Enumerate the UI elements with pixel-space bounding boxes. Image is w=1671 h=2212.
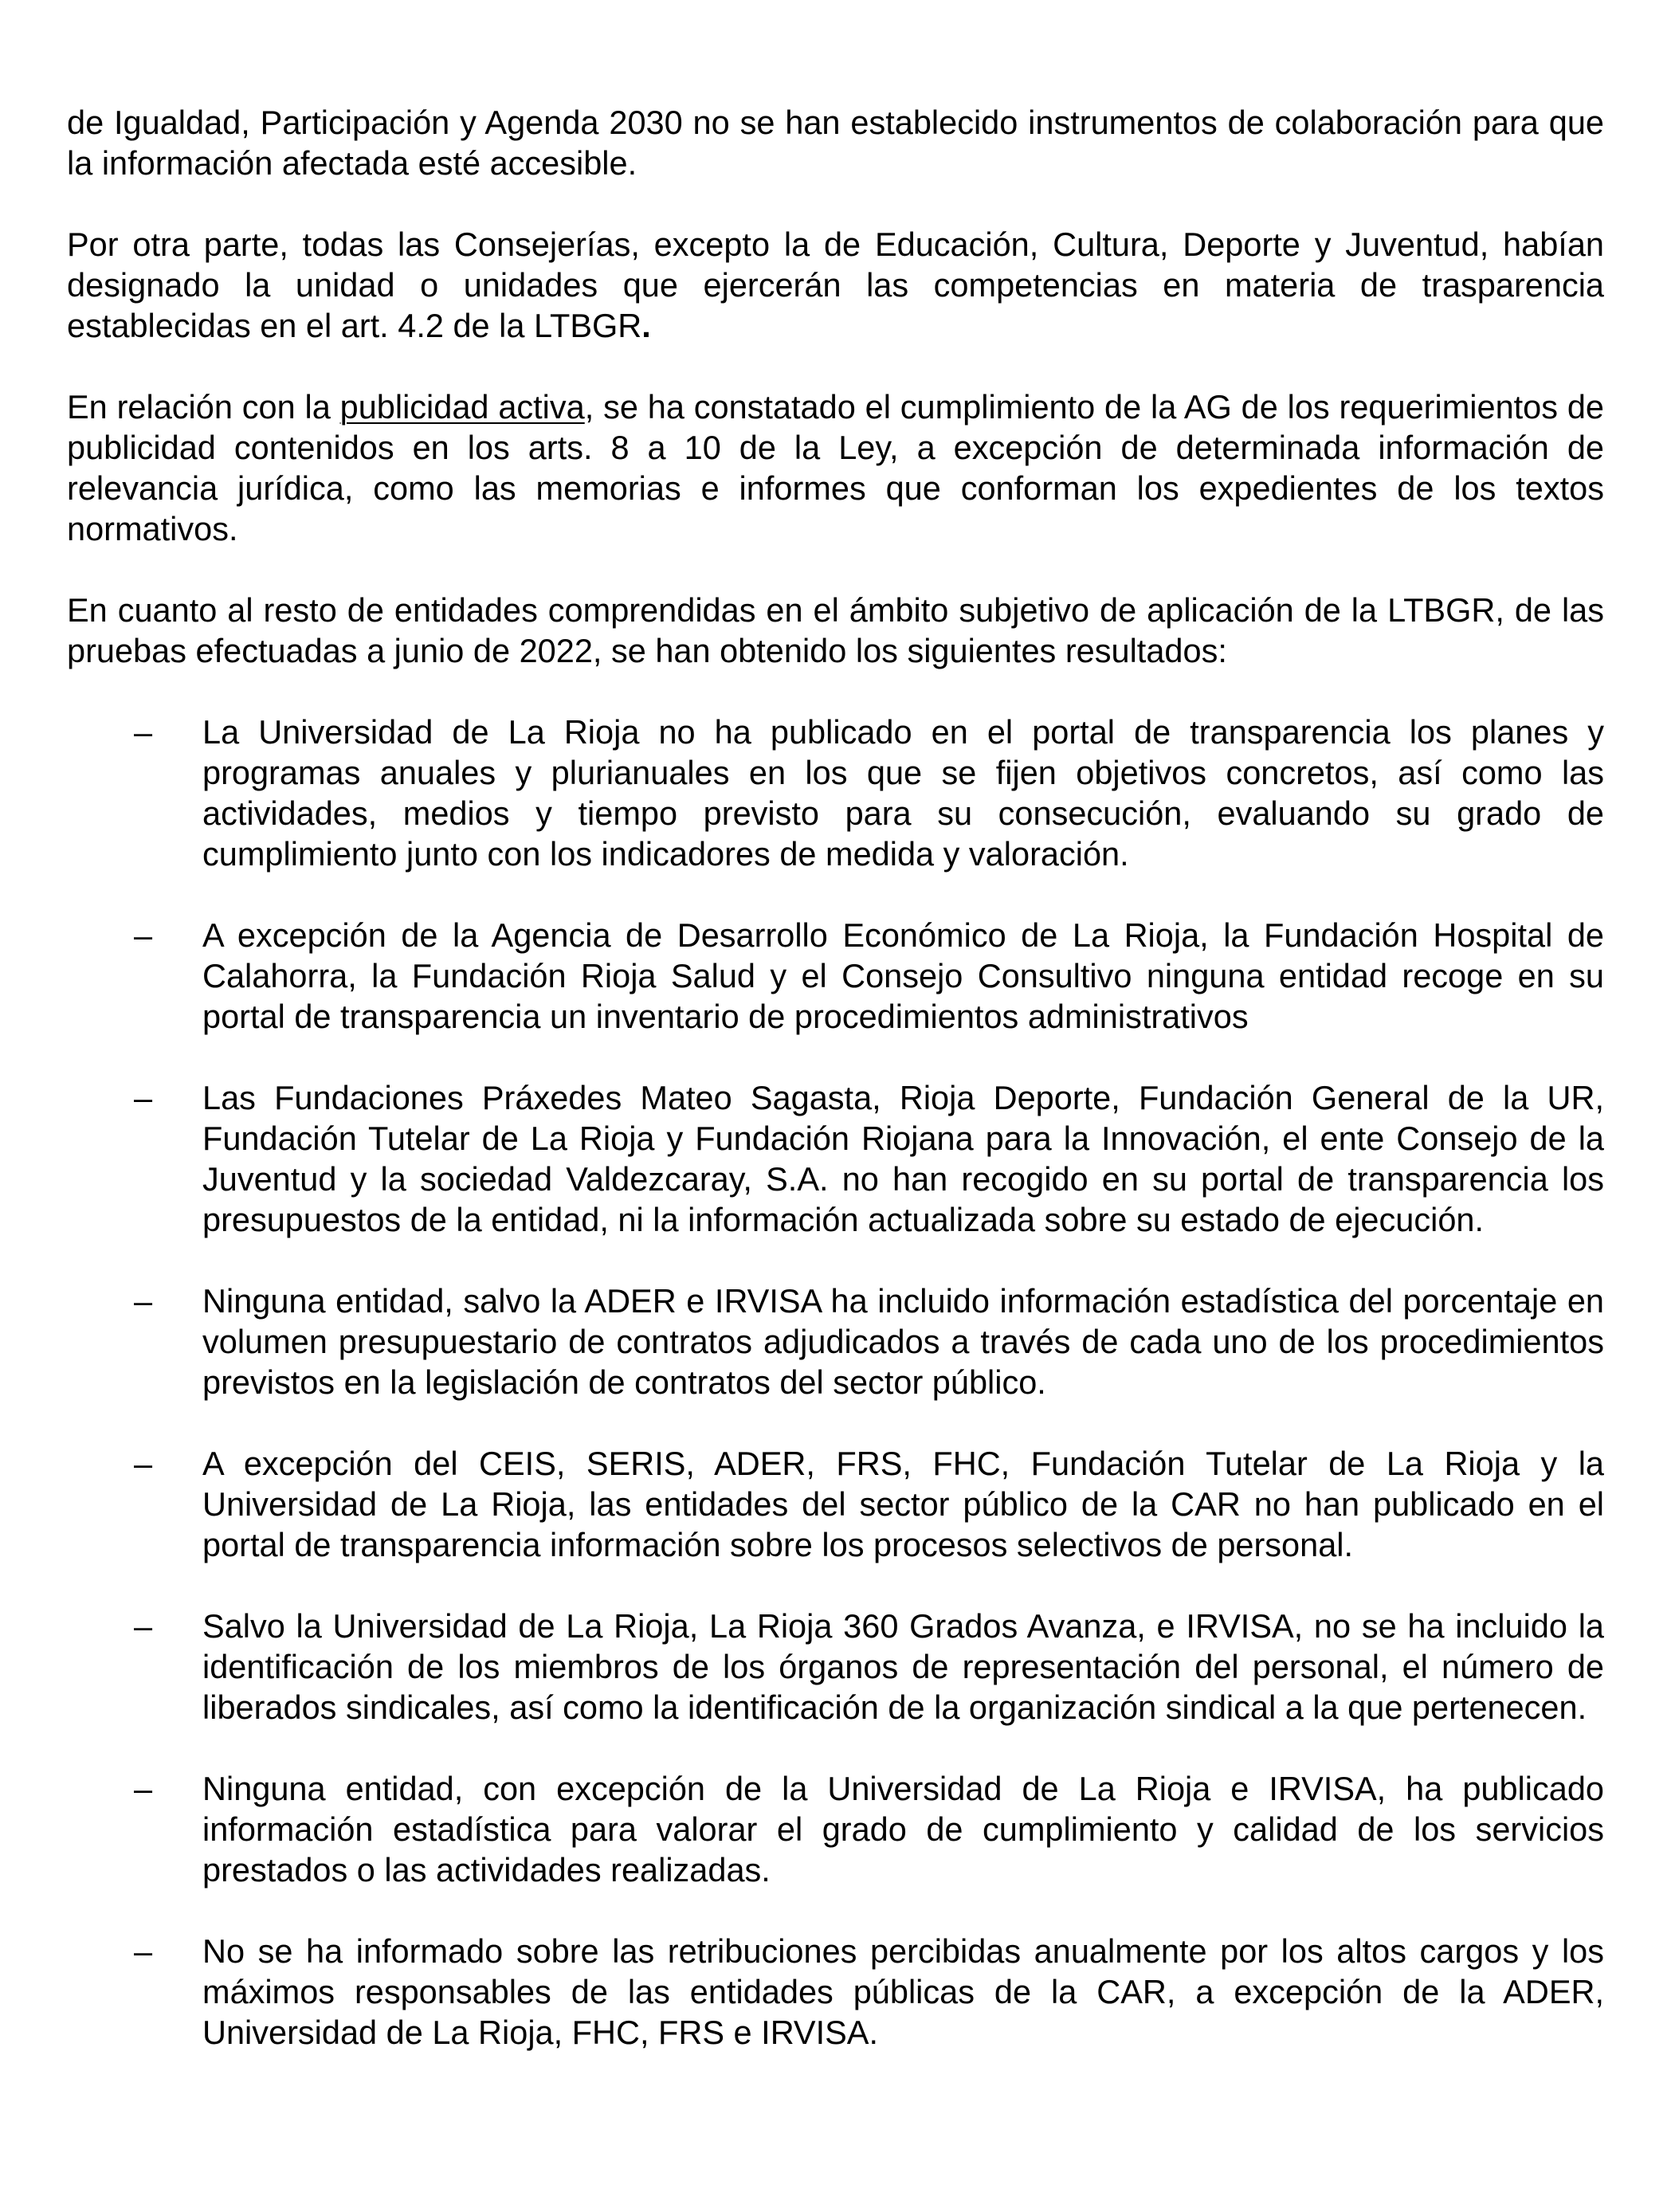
paragraph-consejerias <box>67 224 1604 346</box>
list-item <box>67 1281 1604 1402</box>
dash-bullet: – <box>134 1445 153 1482</box>
dash-bullet: – <box>134 1607 153 1645</box>
list-item <box>67 1443 1604 1565</box>
dash-bullet: – <box>134 713 153 751</box>
list-item-text: La Universidad de La Rioja no ha publicado en el portal de transparencia los planes y programas anuales y plurianuales en los que se fijen objetivos concretos, así como las actividades, medios y tiempo previsto para su consecución, evaluando su grado de cumplimiento junto con los indicadores de medida y valoración. <box>202 713 1604 873</box>
paragraph-publicidad-before: En relación con la <box>67 388 340 426</box>
results-list <box>67 712 1604 2053</box>
list-item-text: Las Fundaciones Práxedes Mateo Sagasta, Rioja Deporte, Fundación General de la UR, Fundación Tutelar de La Rioja y Fundación Riojana para la Innovación, el ente Consejo de la Juventud y la sociedad Valdezcaray, S.A. no han recogido en su portal de transparencia los presupuestos de la entidad, ni la información actualizada sobre su estado de ejecución. <box>202 1079 1604 1238</box>
list-item <box>67 1606 1604 1728</box>
list-item-text: A excepción del CEIS, SERIS, ADER, FRS, FHC, Fundación Tutelar de La Rioja y la Universidad de La Rioja, las entidades del sector público de la CAR no han publicado en el portal de transparencia información sobre los procesos selectivos de personal. <box>202 1445 1604 1563</box>
dash-bullet: – <box>134 1282 153 1320</box>
list-item <box>67 1077 1604 1240</box>
dash-bullet: – <box>134 916 153 954</box>
list-item-text: Ninguna entidad, con excepción de la Universidad de La Rioja e IRVISA, ha publicado información estadística para valorar el grado de cumplimiento y calidad de los servicios prestados o las actividades realizadas. <box>202 1770 1604 1888</box>
dash-bullet: – <box>134 1079 153 1116</box>
list-item <box>67 712 1604 874</box>
list-item-text: Salvo la Universidad de La Rioja, La Rioja 360 Grados Avanza, e IRVISA, no se ha incluido la identificación de los miembros de los órganos de representación del personal, el número de liberados sindicales, así como la identificación de la organización sindical a la que pertenecen. <box>202 1607 1604 1726</box>
paragraph-resto-entidades: En cuanto al resto de entidades comprendidas en el ámbito subjetivo de aplicación de la LTBGR, de las pruebas efectuadas a junio de 2022, se han obtenido los siguientes resultados: <box>67 591 1604 669</box>
paragraph-consejerias-text: Por otra parte, todas las Consejerías, excepto la de Educación, Cultura, Deporte y Juventud, habían designado la unidad o unidades que ejercerán las competencias en materia de trasparencia establecidas en el art. 4.2 de la LTBGR <box>67 226 1604 344</box>
paragraph-igualdad: de Igualdad, Participación y Agenda 2030 no se han establecido instrumentos de colaboración para que la información afectada esté accesible. <box>67 104 1604 182</box>
document-page <box>67 102 1604 2093</box>
list-item-text: A excepción de la Agencia de Desarrollo Económico de La Rioja, la Fundación Hospital de Calahorra, la Fundación Rioja Salud y el Consejo Consultivo ninguna entidad recoge en su portal de transparencia un inventario de procedimientos administrativos <box>202 916 1604 1035</box>
paragraph-publicidad-after: , se ha constatado el cumplimiento de la AG de los requerimientos de publicidad contenidos en los arts. 8 a 10 de la Ley, a excepción de determinada información de relevancia jurídica, como las memorias e informes que conforman los expedientes de los textos normativos. <box>67 388 1604 547</box>
paragraph-publicidad-activa <box>67 386 1604 549</box>
dash-bullet: – <box>134 1932 153 1970</box>
dash-bullet: – <box>134 1770 153 1807</box>
list-item <box>67 915 1604 1037</box>
list-item <box>67 1931 1604 2053</box>
list-item-text: No se ha informado sobre las retribuciones percibidas anualmente por los altos cargos y los máximos responsables de las entidades públicas de la CAR, a excepción de la ADER, Universidad de La Rioja, FHC, FRS e IRVISA. <box>202 1932 1604 2051</box>
paragraph-consejerias-period: . <box>641 307 651 344</box>
list-item <box>67 1768 1604 1890</box>
publicidad-activa-underlined: publicidad activa <box>339 388 585 426</box>
list-item-text: Ninguna entidad, salvo la ADER e IRVISA ha incluido información estadística del porcentaje en volumen presupuestario de contratos adjudicados a través de cada uno de los procedimientos previstos en la legislación de contratos del sector público. <box>202 1282 1604 1401</box>
